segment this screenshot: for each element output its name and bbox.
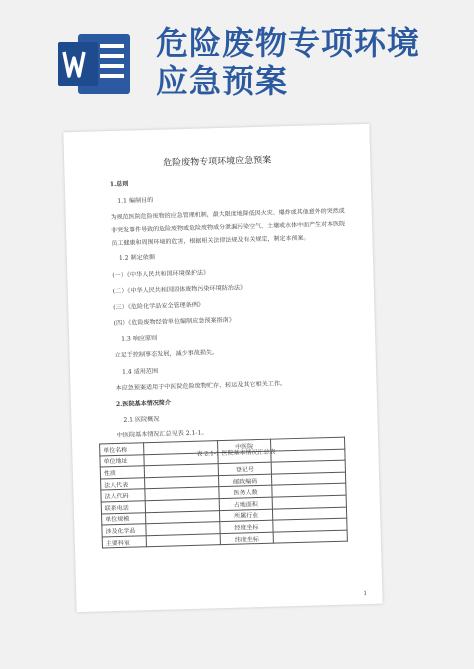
table-cell: 性质 xyxy=(100,466,144,479)
table-cell: 法人代码 xyxy=(101,489,145,502)
paragraph-scope: 本应急预案适用于中医院危险废物贮存、转运及其它相关工作。 xyxy=(115,380,287,393)
law-item-3: (三）《危险化学品安全管理条例》 xyxy=(113,301,205,312)
section-1-2-heading: 1.2 制定依据 xyxy=(118,253,155,262)
header-title xyxy=(156,24,456,100)
document-page xyxy=(63,124,382,612)
table-cell: 登记号 xyxy=(218,462,272,475)
law-item-2: (二）《中华人民共和国固体废物污染环境防治法》 xyxy=(112,284,247,296)
table-cell: 单位名称 xyxy=(100,443,144,456)
table-cell: 法人代表 xyxy=(101,478,145,491)
paragraph-purpose: 为规范医院危险废物的应急管理机制，最大限度地降低因火灾、爆炸或其他意外的突然或非突发事件导致的危险废物或危险废物成分泄漏污染空气、土壤或水体中而产生对本医院员工健康和周围环境的危害，根据相关法律法规及有关规定，制定本预案。 xyxy=(110,207,346,248)
table-cell: 涉及化学品 xyxy=(102,524,146,537)
table-cell xyxy=(274,530,348,544)
paragraph-principle: 立足于控制事态发展，减少事故损失。 xyxy=(114,349,219,360)
table-caption: 表 2.1-1 医院基本情况汇总表 xyxy=(196,448,276,458)
law-item-4: (四）《危险废物经营单位编制应急预案指南》 xyxy=(113,316,235,328)
table-cell: 所属行业 xyxy=(219,509,273,522)
document-title: 危险废物专项环境应急预案 xyxy=(163,155,272,169)
section-2-1-heading: 2.1 医院概况 xyxy=(123,415,160,424)
table-cell: 单位地址 xyxy=(100,454,144,467)
section-1-heading: 1.总则 xyxy=(109,180,129,189)
table-cell: 主要科室 xyxy=(102,535,146,548)
page-number: 1 xyxy=(363,590,368,598)
table-cell xyxy=(146,533,220,547)
table-cell: 经度坐标 xyxy=(219,520,273,533)
header-title-line2: 应急预案 xyxy=(156,62,289,100)
section-1-4-heading: 1.4 适用范围 xyxy=(121,367,159,376)
table-cell: 联系电话 xyxy=(101,501,145,514)
section-2-heading: 2.医院基本情况简介 xyxy=(115,399,172,409)
table-cell: 纬度坐标 xyxy=(220,532,274,545)
header-title-line1: 危险废物专项环境 xyxy=(156,24,421,62)
table-cell: 中医院 xyxy=(217,439,271,452)
table-cell: 占地面积 xyxy=(219,497,273,510)
table-cell: 邮政编码 xyxy=(218,474,272,487)
table-cell: 医务人数 xyxy=(218,486,272,499)
section-1-1-heading: 1.1 编制目的 xyxy=(117,196,154,205)
paragraph-summary: 中医院基本情况汇总见表 2.1-1。 xyxy=(116,429,208,439)
law-item-1: (一）《中华人民共和国环境保护法》 xyxy=(112,269,210,280)
banner-header xyxy=(0,0,474,112)
word-document-icon xyxy=(56,30,134,98)
section-1-3-heading: 1.3 响应原则 xyxy=(121,334,158,343)
table-cell: 单位规模 xyxy=(102,512,146,525)
